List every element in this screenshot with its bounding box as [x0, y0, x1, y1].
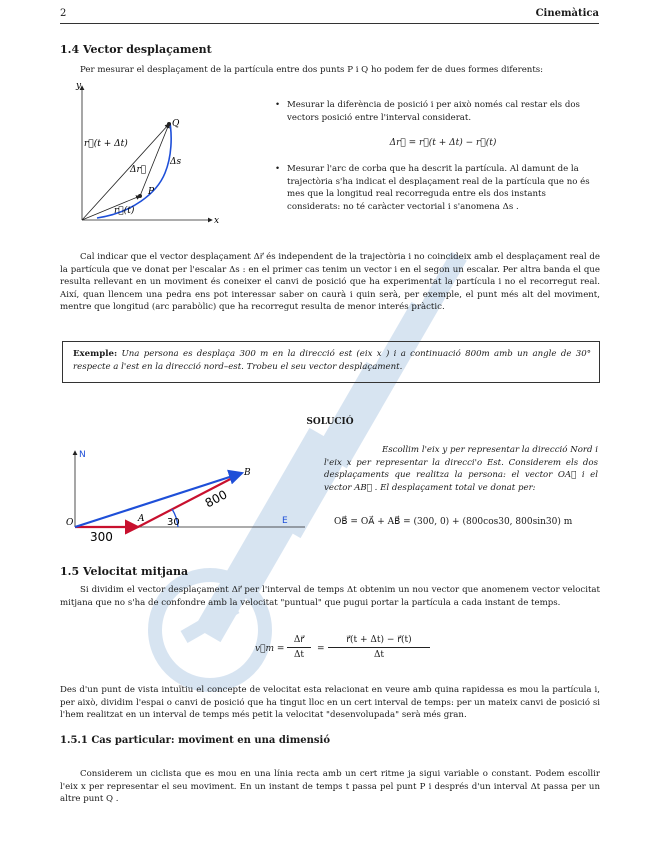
section-1-4-intro: Per mesurar el desplaçament de la partícula entre dos punts P i Q ho podem fer de dues formes diferents: [80, 65, 544, 75]
fig1-label-dr: Δr⃗ [130, 165, 147, 175]
fig1-label-rt-dt: r⃗(t + Δt) [84, 139, 128, 149]
velocity-eq-fraction-1 [287, 634, 311, 662]
fig2-label-b: B [244, 468, 251, 478]
bullet-dot-icon: • [275, 164, 281, 174]
fig2-label-angle: 30 [167, 517, 180, 528]
fig1-x-axis-label: x [214, 216, 220, 226]
bullet-2-text: Mesurar l'arc de corba que ha descrit la partícula. Al damunt de la trajectòria s'ha indicat el desplaçament real de la partícula que no és mes que la longitud real recorreguda entre els dos instants considerats: no té caràcter vectorial i s'anomena Δs . [287, 164, 590, 212]
solution-text: Escollim l'eix y per representar la direcció Nord i l'eix x per representar la direcci'o Est. Considerem els dos desplaçaments que realitza la persona: el vector OA⃗ i el vector AB⃗ . El desplaçament total ve donat per: [324, 445, 598, 493]
section-title-1-5-1: 1.5.1 Cas particular: moviment en una dimensió [60, 735, 330, 746]
velocity-eq-num1: Δr⃗ [287, 634, 311, 648]
solution-title: SOLUCIÓ [306, 417, 354, 427]
bullet-1-equation: Δr⃗ = r⃗(t + Δt) − r⃗(t) [389, 138, 497, 148]
velocity-eq-equals: = [317, 644, 325, 654]
fig1-y-axis-label: y [76, 81, 82, 91]
velocity-eq-fraction-2 [328, 634, 430, 662]
example-text-block [73, 348, 591, 373]
bullet-1-text: Mesurar la diferència de posició i per això només cal restar els dos vectors posició entre l'interval considerat. [287, 100, 580, 123]
velocity-eq-num2: r⃗(t + Δt) − r⃗(t) [328, 634, 430, 648]
example-box [62, 341, 600, 383]
bullet-dot-icon: • [275, 100, 281, 110]
velocity-eq-lhs: v⃗m = [255, 644, 285, 654]
velocity-eq-den1: Δt [293, 650, 305, 660]
fig1-label-ds: Δs [170, 157, 182, 167]
section-1-5-p2: Des d'un punt de vista intuïtiu el concepte de velocitat esta relacionat en veure amb quina rapidessa es mou la partícula i, per això, dividim l'espai o canvi de posició que ha tingut lloc en un cert interval de temps: per un mateix canvi de posició si l'hem realitzat en un interval de temps més petit la velocitat "desenvolupada" serà més gran. [60, 685, 600, 721]
fig2-label-e: E [282, 516, 288, 526]
section-1-5-p1: Si dividim el vector desplaçament Δr⃗ per l'interval de temps Δt obtenim un nou vector que anomenem vector velocitat mitjana que no s'ha de confondre amb la velocitat "puntual" que pugui portar la partícula a cada instant de temps. [60, 585, 600, 608]
velocity-eq-den2: Δt [373, 650, 385, 660]
fig2-label-n: N [79, 450, 86, 460]
solution-equation: OB⃗ = OA⃗ + AB⃗ = (300, 0) + (800cos30, 800sin30) m [334, 517, 573, 527]
chapter-title: Cinemàtica [535, 8, 599, 19]
example-label: Exemple: [73, 349, 118, 359]
section-title-1-4: 1.4 Vector desplaçament [60, 43, 212, 56]
fig1-label-q: Q [172, 119, 180, 129]
fig2-label-a: A [138, 514, 145, 524]
displacement-diagram [60, 443, 325, 548]
example-text: Una persona es desplaça 300 m en la direcció est (eix x ) i a continuació 800m amb un angle de 30° respecte a l'est en la direcció nord–est. Trobeu el seu vector desplaçament. [73, 349, 591, 372]
fig2-label-o: O [66, 518, 74, 528]
header-rule [60, 23, 599, 24]
section-title-1-5: 1.5 Velocitat mitjana [60, 565, 189, 578]
page-number: 2 [60, 8, 67, 19]
trajectory-diagram [62, 78, 232, 228]
fig2-label-300: 300 [90, 530, 113, 544]
fig1-label-p: P [148, 187, 155, 197]
bullet-2 [275, 163, 599, 213]
section-1-5-1-p1: Considerem un ciclista que es mou en una línia recta amb un cert ritme ja sigui variable o constant. Podem escollir l'eix x per representar el seu moviment. En un instant de temps t passa pel punt P i després d'un interval Δt passa per un altre punt Q . [60, 769, 600, 805]
velocity-equation [255, 634, 435, 668]
fig1-label-rt: r⃗(t) [114, 206, 135, 216]
bullet-1 [275, 99, 599, 124]
fig2-label-800: 800 [202, 487, 230, 511]
section-1-4-paragraph: Cal indicar que el vector desplaçament Δr⃗ és independent de la trajectòria i no coincideix amb el desplaçament real de la partícula que ve donat per l'escalar Δs : en el primer cas tenim un vector i en el segon un escalar. Per altra banda el que resulta rellevant en un moviment és coneixer el canvi de posició que ha experimentat la partícula i no el recorregut real. Així, quan llencem una pedra ens pot interessar saber on caurà i quin serà, per exemple, el punt més alt del moviment, mentre que longitud (arc parabòlic) que ha recorregut resulta de menor interés pràctic. [60, 252, 600, 313]
